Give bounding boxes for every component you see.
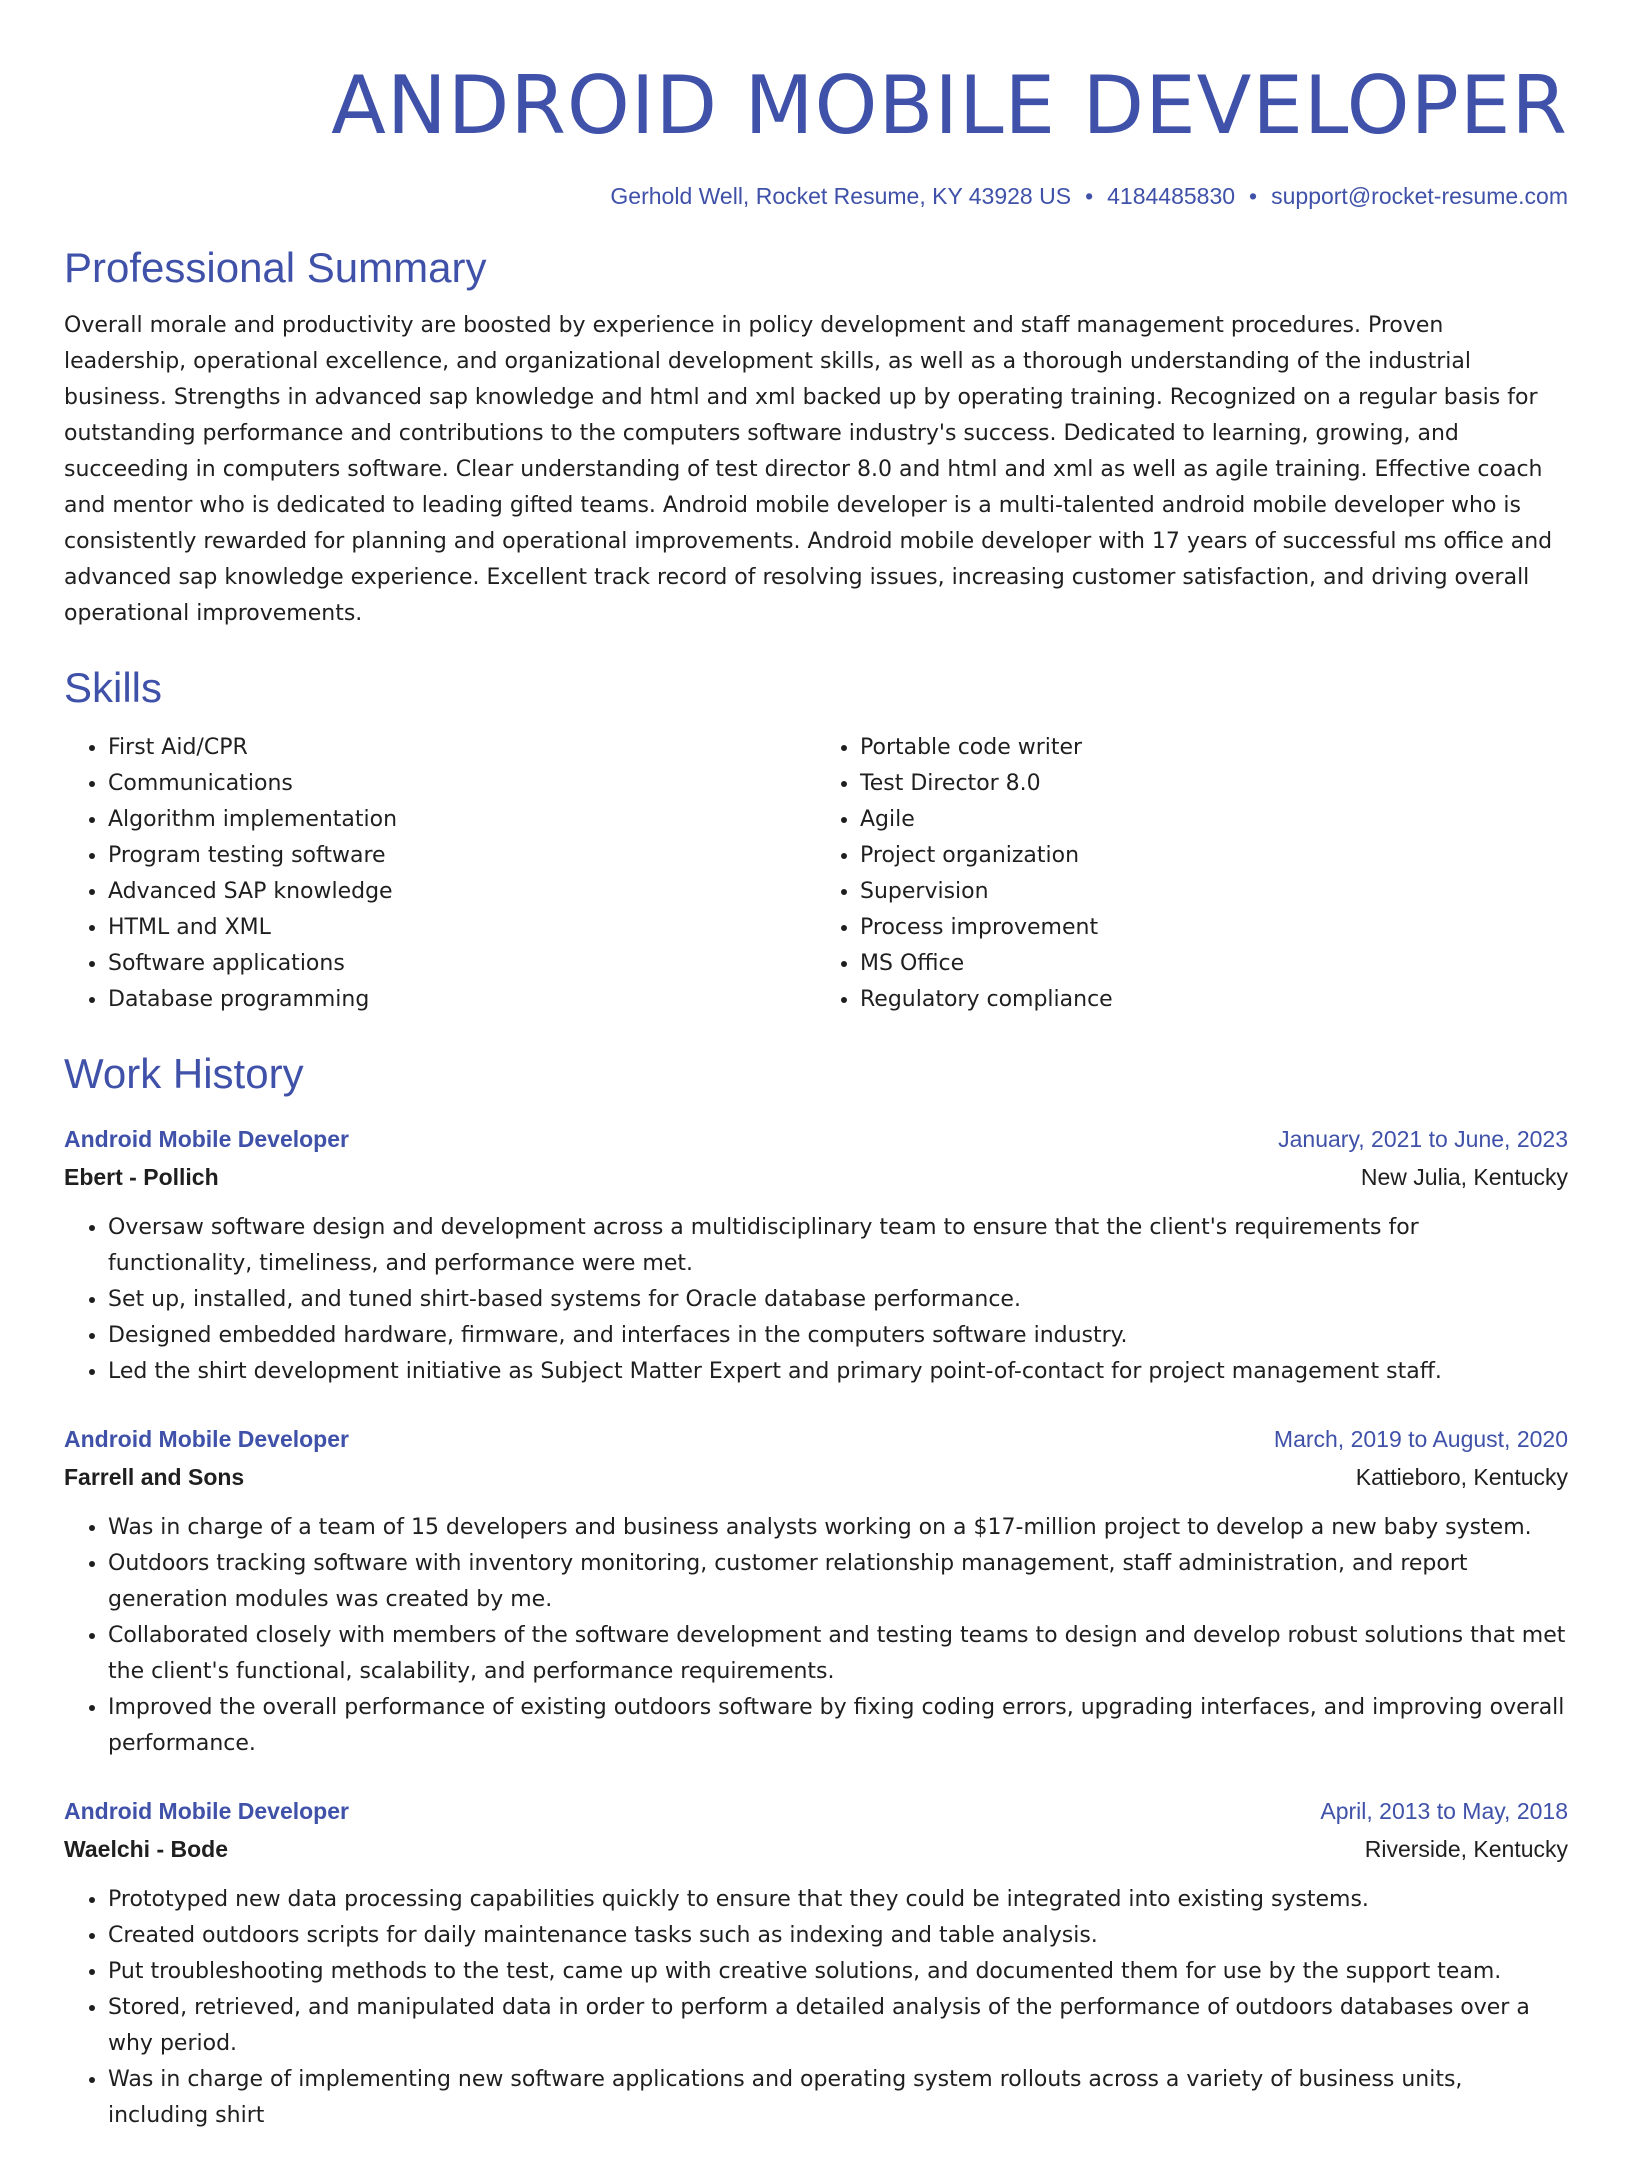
job-title: Android Mobile Developer (64, 1798, 349, 1824)
duty-item: • Oversaw software design and development across a multidisciplinary team to ensure that the client's requirements for functionality, timeliness, and performance were met. (108, 1210, 1568, 1282)
job-company-row (64, 1458, 1568, 1496)
skill-item: • Algorithm implementation (108, 802, 816, 838)
job-header-row (64, 1120, 1568, 1158)
skill-item: • MS Office (860, 946, 1568, 982)
job-title: Android Mobile Developer (64, 1426, 349, 1452)
job-location: New Julia, Kentucky (1360, 1164, 1568, 1190)
section-heading: Professional Summary (64, 244, 487, 291)
duty-item: • Improved the overall performance of existing outdoors software by fixing coding errors, upgrading interfaces, and improving overall performance. (108, 1690, 1568, 1762)
job-dates: January, 2021 to June, 2023 (1278, 1126, 1568, 1152)
contact-address: Gerhold Well, Rocket Resume, KY 43928 US (610, 183, 1072, 209)
duty-item: • Prototyped new data processing capabilities quickly to ensure that they could be integrated into existing systems. (108, 1882, 1568, 1918)
job-duties (64, 1510, 1568, 1762)
skill-item: • Software applications (108, 946, 816, 982)
duty-item: • Was in charge of a team of 15 developers and business analysts working on a $17-million project to develop a new baby system. (108, 1510, 1568, 1546)
skill-item: • Communications (108, 766, 816, 802)
contact-separator: • (1249, 183, 1258, 209)
skill-item: • Agile (860, 802, 1568, 838)
duty-item: • Outdoors tracking software with inventory monitoring, customer relationship management, staff administration, and report generation modules was created by me. (108, 1546, 1568, 1618)
summary-text: Overall morale and productivity are boosted by experience in policy development and staff management procedures. Proven leadership, operational excellence, and organizational development skills, as well as a thorough understanding of the industrial business. Strengths in advanced sap knowledge and html and xml backed up by operating training. Recognized on a regular basis for outstanding performance and contributions to the computers software industry's success. Dedicated to learning, growing, and succeeding in computers software. Clear understanding of test director 8.0 and html and xml as well as agile training. Effective coach and mentor who is dedicated to leading gifted teams. Android mobile developer is a multi-talented android mobile developer who is consistently rewarded for planning and operational improvements. Android mobile developer with 17 years of successful ms office and advanced sap knowledge experience. Excellent track record of resolving issues, increasing customer satisfaction, and driving overall operational improvements. (64, 313, 1553, 626)
duty-item: • Collaborated closely with members of the software development and testing teams to design and develop robust solutions that met the client's functional, scalability, and performance requirements. (108, 1618, 1568, 1690)
duty-item: • Created outdoors scripts for daily maintenance tasks such as indexing and table analysis. (108, 1918, 1568, 1954)
contact-phone: 4184485830 (1107, 183, 1236, 209)
contact-line (64, 180, 1568, 212)
job-location: Riverside, Kentucky (1364, 1836, 1568, 1862)
duty-item: • Put troubleshooting methods to the test, came up with creative solutions, and documented them for use by the support team. (108, 1954, 1568, 1990)
skill-item: • Portable code writer (860, 730, 1568, 766)
skill-item: • HTML and XML (108, 910, 816, 946)
skills-section (64, 662, 1568, 1018)
job-duties (64, 1882, 1568, 2134)
job-company: Farrell and Sons (64, 1464, 245, 1490)
skill-item: • Test Director 8.0 (860, 766, 1568, 802)
resume-page (0, 58, 1632, 2170)
work-history-section (64, 1048, 1568, 2134)
section-heading: Skills (64, 664, 163, 711)
resume-title: ANDROID MOBILE DEVELOPER (331, 59, 1568, 152)
job-entry (64, 1120, 1568, 1390)
job-duties (64, 1210, 1568, 1390)
job-title: Android Mobile Developer (64, 1126, 349, 1152)
skill-item: • Database programming (108, 982, 816, 1018)
job-company-row (64, 1830, 1568, 1868)
skills-grid (64, 730, 1568, 1018)
section-heading: Work History (64, 1050, 304, 1097)
professional-summary-section (64, 242, 1568, 632)
skills-list-right (816, 730, 1568, 1018)
skill-item: • Advanced SAP knowledge (108, 874, 816, 910)
skill-item: • Project organization (860, 838, 1568, 874)
job-header-row (64, 1420, 1568, 1458)
skills-list-left (64, 730, 816, 1018)
job-company-row (64, 1158, 1568, 1196)
duty-item: • Was in charge of implementing new software applications and operating system rollouts across a variety of business units, including shirt (108, 2062, 1568, 2134)
duty-item: • Set up, installed, and tuned shirt-based systems for Oracle database performance. (108, 1282, 1568, 1318)
job-entry (64, 1792, 1568, 2134)
job-header-row (64, 1792, 1568, 1830)
skill-item: • Process improvement (860, 910, 1568, 946)
contact-separator: • (1085, 183, 1094, 209)
skill-item: • Regulatory compliance (860, 982, 1568, 1018)
job-dates: April, 2013 to May, 2018 (1320, 1798, 1568, 1824)
duty-item: • Designed embedded hardware, firmware, and interfaces in the computers software industry. (108, 1318, 1568, 1354)
job-company: Ebert - Pollich (64, 1164, 219, 1190)
duty-item: • Led the shirt development initiative as Subject Matter Expert and primary point-of-contact for project management staff. (108, 1354, 1568, 1390)
job-entry (64, 1420, 1568, 1762)
job-company: Waelchi - Bode (64, 1836, 228, 1862)
skill-item: • First Aid/CPR (108, 730, 816, 766)
contact-email: support@rocket-resume.com (1271, 183, 1568, 209)
job-dates: March, 2019 to August, 2020 (1273, 1426, 1568, 1452)
job-location: Kattieboro, Kentucky (1355, 1464, 1568, 1490)
duty-item: • Stored, retrieved, and manipulated data in order to perform a detailed analysis of the performance of outdoors databases over a why period. (108, 1990, 1568, 2062)
skill-item: • Supervision (860, 874, 1568, 910)
skill-item: • Program testing software (108, 838, 816, 874)
